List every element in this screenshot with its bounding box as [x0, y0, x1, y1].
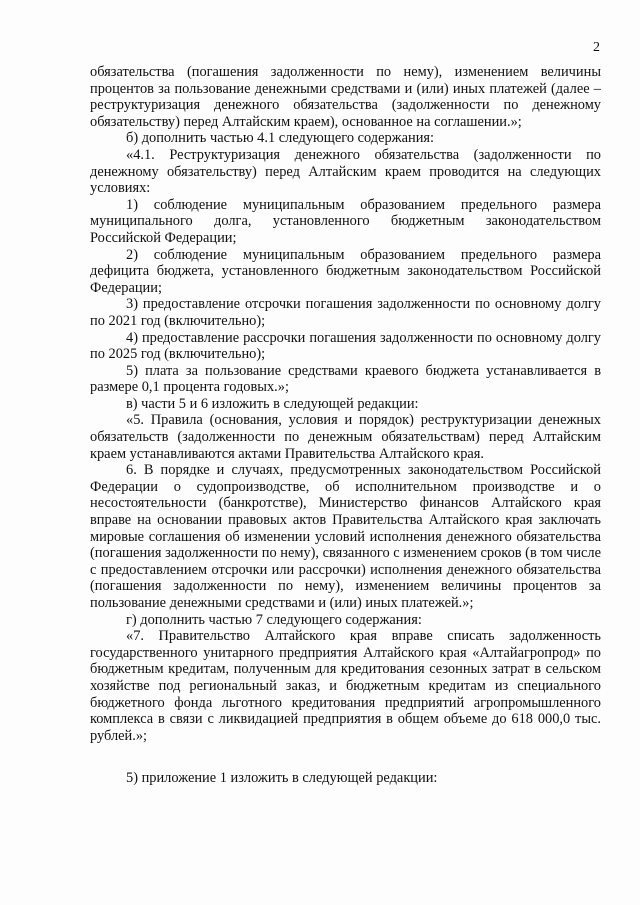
final-paragraph: 5) приложение 1 изложить в следующей редакции: [126, 770, 438, 787]
paragraph: 5) плата за пользование средствами краевого бюджета устанавливается в размере 0,1 процента годовых.»; [90, 362, 601, 396]
paragraph: «7. Правительство Алтайского края вправе списать задолженность государственного унитарного предприятия Алтайского края «Алтайагропрод» по бюджетным кредитам, полученным для кредитования сезонных затрат в сельском хозяйстве под региональный заказ, и бюджетным кредитам из специального бюджетного фонда льготного кредитования предприятий агропромышленного комплекса в связи с ликвидацией предприятия в общем объеме до 618 000,0 тыс. рублей.»; [90, 628, 601, 744]
paragraph: 4) предоставление рассрочки погашения задолженности по основному долгу по 2025 год (включительно); [90, 329, 601, 363]
paragraph: в) части 5 и 6 изложить в следующей редакции: [126, 395, 419, 412]
paragraph: 3) предоставление отсрочки погашения задолженности по основному долгу по 2021 год (включительно); [90, 296, 601, 329]
paragraph: обязательства (погашения задолженности по нему), изменением величины процентов за пользование денежными средствами и (или) иных платежей (далее – реструктуризация денежного обязательства (задолженности по денежному обязательству) перед Алтайским краем), основанное на соглашении.»; [90, 64, 601, 130]
paragraph: г) дополнить частью 7 следующего содержания: [126, 611, 422, 628]
paragraph: «4.1. Реструктуризация денежного обязательства (задолженности по денежному обязательству) перед Алтайским краем проводится на следующих условиях: [90, 146, 601, 197]
paragraph: 2) соблюдение муниципальным образованием предельного размера дефицита бюджета, установленного бюджетным законодательством Российской Федерации; [90, 246, 601, 296]
paragraph-gap [90, 744, 601, 770]
paragraph: «5. Правила (основания, условия и порядок) реструктуризации денежных обязательств (задолженности по денежным обязательствам) перед Алтайским краем устанавливаются актами Правительства Алтайского края. [90, 412, 601, 462]
page-number: 2 [593, 40, 600, 55]
document-body [90, 64, 601, 787]
paragraph-list [90, 64, 601, 744]
paragraph: 1) соблюдение муниципальным образованием предельного размера муниципального долга, установленного бюджетным законодательством Российской Федерации; [90, 196, 601, 246]
paragraph: б) дополнить частью 4.1 следующего содержания: [126, 130, 435, 147]
paragraph: 6. В порядке и случаях, предусмотренных законодательством Российской Федерации о судопроизводстве, об исполнительном производстве и о несостоятельности (банкротстве), Министерство финансов Алтайского края вправе на основании правовых актов Правительства Алтайского края заключать мировые соглашения об изменении условий исполнения денежного обязательства (погашения задолженности по нему), связанного с изменением сроков (в том числе с предоставлением отсрочки или рассрочки) исполнения денежного обязательства (погашения задолженности по нему), изменением величины процентов за пользование денежными средствами и (или) иных платежей.»; [90, 462, 601, 611]
